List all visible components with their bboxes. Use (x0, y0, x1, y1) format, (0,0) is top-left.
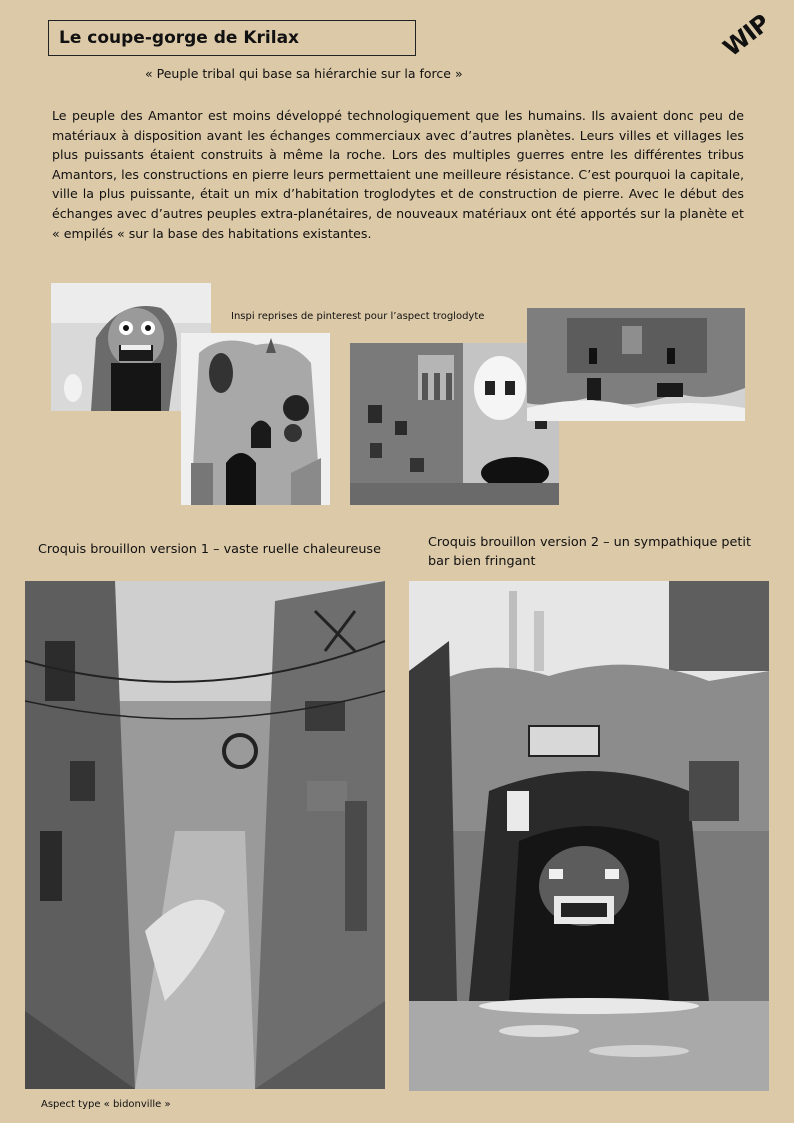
sketch-footer-note: Aspect type « bidonville » (41, 1099, 171, 1110)
intro-paragraph: Le peuple des Amantor est moins développé technologiquement que les humains. Ils avaient donc peu de matériaux à disposition avant les échanges commerciaux avec d’autres planètes. Leurs villes et villages les plus puissants étaient construits à même la roche. Lors des multiples guerres entre les différentes tribus Amantors, les constructions en pierre leurs permettaient une meilleure résistance. C’est pourquoi la capitale, ville la plus puissante, était un mix d’habitation troglodytes et de construction de pierre. Avec le début des échanges avec d’autres peuples extra-planétaires, de nouveaux matériaux ont été apportés sur la planète et « empilés « sur la base des habitations existantes. (52, 108, 744, 241)
sketch-v1-caption: Croquis brouillon version 1 – vaste ruelle chaleureuse (38, 542, 381, 557)
wip-badge: WIP (718, 9, 775, 63)
inspiration-image-troglodyte-tower (181, 333, 330, 505)
inspiration-image-cliff-dwellings (527, 308, 745, 421)
sketch-v2-caption: Croquis brouillon version 2 – un sympathique petit bar bien fringant (428, 535, 752, 569)
inspiration-caption: Inspi reprises de pinterest pour l’aspect troglodyte (231, 311, 485, 322)
page-title-box (48, 20, 416, 56)
sketch-v2-bar (409, 581, 769, 1091)
sketch-v1-alley (25, 581, 385, 1089)
page-subtitle: « Peuple tribal qui base sa hiérarchie sur la force » (145, 66, 463, 81)
page-title: Le coupe-gorge de Krilax (59, 28, 300, 48)
